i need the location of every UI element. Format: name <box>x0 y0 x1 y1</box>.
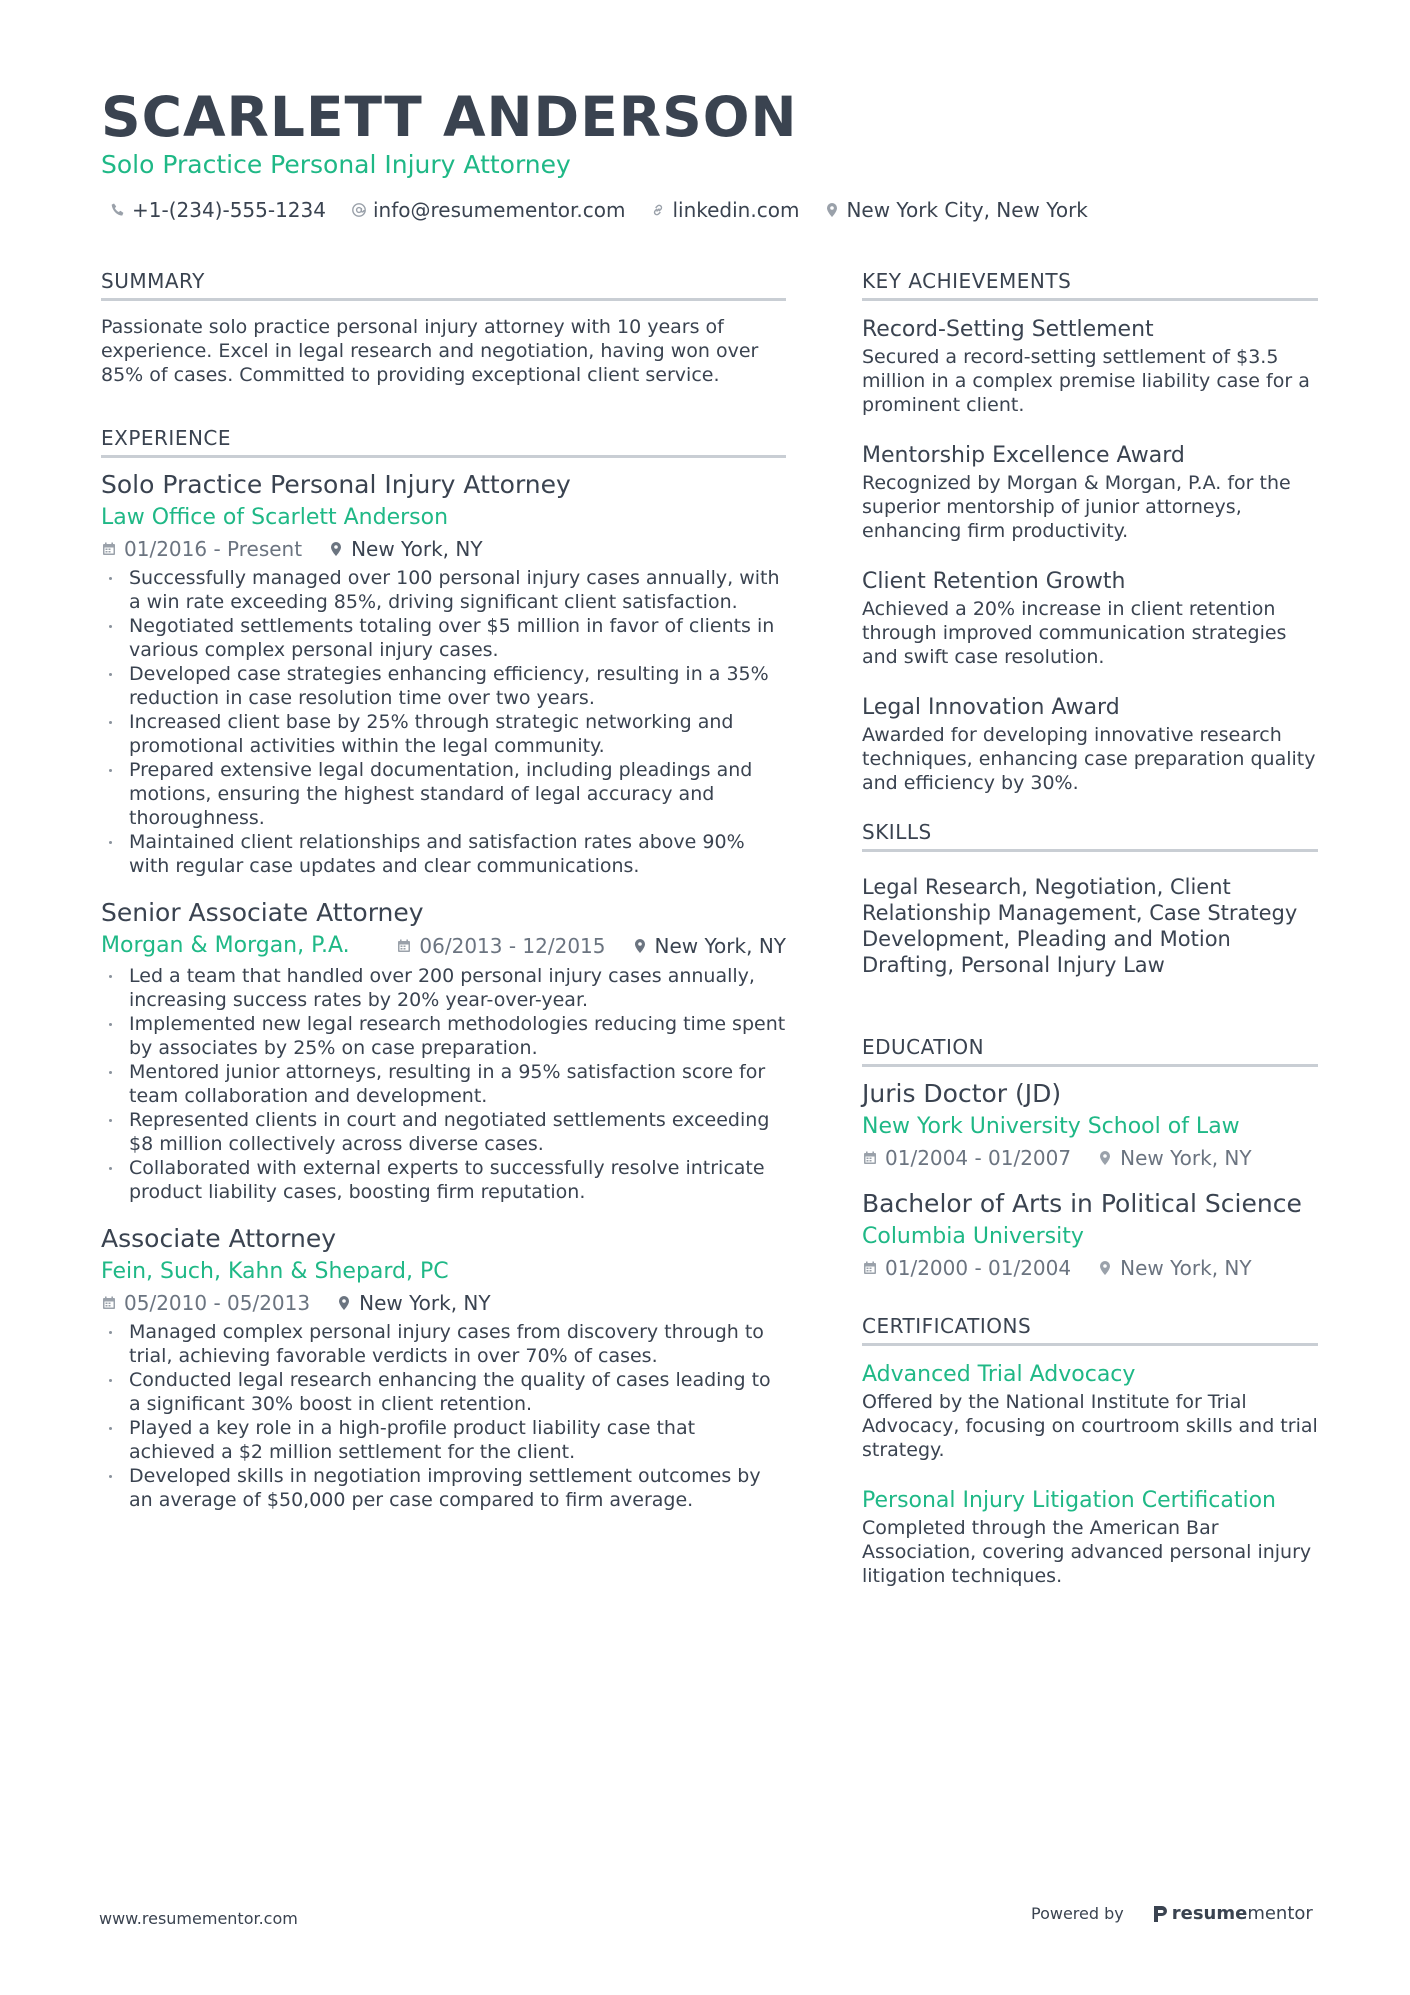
achievement-item <box>862 693 1318 795</box>
education-location <box>1097 1253 1251 1283</box>
contact-email-text: info@resumementor.com <box>372 198 626 222</box>
section-title-skills: SKILLS <box>862 819 1318 852</box>
job-entry <box>101 896 786 1204</box>
brand-name-bold: resume <box>1171 1903 1248 1924</box>
education-school: New York University School of Law <box>862 1114 1240 1139</box>
job-dates-text: 05/2010 - 05/2013 <box>124 1291 311 1315</box>
job-bullet: Led a team that handled over 200 personal injury cases annually, increasing success rates by 20% year-over-year. <box>101 964 786 1012</box>
achievement-desc: Awarded for developing innovative research techniques, enhancing case preparation quality and efficiency by 30%. <box>862 724 1316 794</box>
section-title-certifications: CERTIFICATIONS <box>862 1313 1318 1346</box>
achievement-item <box>862 315 1318 417</box>
education-item <box>862 1077 1318 1173</box>
education-location-text: New York, NY <box>1120 1256 1252 1280</box>
calendar-icon <box>862 1260 878 1276</box>
achievements-section <box>862 268 1318 795</box>
calendar-icon <box>101 541 117 557</box>
achievement-title: Record-Setting Settlement <box>862 317 1154 342</box>
job-bullets <box>101 1320 786 1512</box>
job-location-text: New York, NY <box>359 1291 491 1315</box>
section-title-summary: SUMMARY <box>101 268 786 301</box>
achievement-item <box>862 441 1318 543</box>
job-bullet: Increased client base by 25% through strategic networking and promotional activities within the legal community. <box>101 710 786 758</box>
job-location <box>632 931 786 961</box>
powered-by <box>1031 1903 1313 1924</box>
location-icon <box>328 541 344 557</box>
certification-title: Personal Injury Litigation Certification <box>862 1488 1277 1513</box>
education-item <box>862 1187 1318 1283</box>
achievement-title: Mentorship Excellence Award <box>862 443 1185 468</box>
contact-location <box>824 198 1087 222</box>
certifications-section <box>862 1313 1318 1588</box>
footer-url[interactable]: www.resumementor.com <box>99 1909 298 1928</box>
location-icon <box>1097 1260 1113 1276</box>
job-meta <box>396 931 786 961</box>
achievement-desc: Recognized by Morgan & Morgan, P.A. for the superior mentorship of junior attorneys, enhancing firm productivity. <box>862 472 1291 542</box>
candidate-role: Solo Practice Personal Injury Attorney <box>101 150 571 179</box>
location-icon <box>336 1295 352 1311</box>
skills-section <box>862 819 1318 978</box>
job-entry <box>101 1222 786 1512</box>
job-dates <box>396 931 605 961</box>
achievement-title: Client Retention Growth <box>862 569 1126 594</box>
candidate-name: SCARLETT ANDERSON <box>101 85 798 149</box>
job-bullet: Developed skills in negotiation improving settlement outcomes by an average of $50,000 per case compared to firm average. <box>101 1464 786 1512</box>
achievement-title: Legal Innovation Award <box>862 695 1120 720</box>
location-icon <box>632 938 648 954</box>
section-title-experience: EXPERIENCE <box>101 425 786 458</box>
contact-phone-text: +1-(234)-555-1234 <box>132 198 326 222</box>
certification-desc: Offered by the National Institute for Trial Advocacy, focusing on courtroom skills and trial strategy. <box>862 1391 1318 1461</box>
achievement-item <box>862 567 1318 669</box>
job-dates-text: 06/2013 - 12/2015 <box>419 934 606 958</box>
summary-text: Passionate solo practice personal injury attorney with 10 years of experience. Excel in legal research and negotiation, having won over 85% of cases. Committed to providing exceptional client service. <box>101 316 759 386</box>
powered-by-label: Powered by <box>1031 1904 1124 1923</box>
job-company: Law Office of Scarlett Anderson <box>101 505 449 530</box>
job-company: Morgan & Morgan, P.A. <box>101 933 350 958</box>
job-title: Solo Practice Personal Injury Attorney <box>101 470 571 499</box>
calendar-icon <box>862 1150 878 1166</box>
skills-text: Legal Research, Negotiation, Client Relationship Management, Case Strategy Development, Pleading and Motion Drafting, Personal Injury Law <box>862 875 1298 977</box>
contact-linkedin[interactable] <box>650 198 799 222</box>
summary-section <box>101 268 786 387</box>
link-icon <box>650 202 666 218</box>
achievement-desc: Achieved a 20% increase in client retention through improved communication strategies and swift case resolution. <box>862 598 1287 668</box>
job-bullet: Mentored junior attorneys, resulting in a 95% satisfaction score for team collaboration and development. <box>101 1060 786 1108</box>
job-location <box>336 1288 490 1318</box>
job-dates <box>101 534 302 564</box>
calendar-icon <box>101 1295 117 1311</box>
education-location-text: New York, NY <box>1120 1146 1252 1170</box>
job-bullets <box>101 964 786 1204</box>
right-column <box>862 268 1318 1612</box>
job-location <box>328 534 482 564</box>
calendar-icon <box>396 938 412 954</box>
education-dates <box>862 1253 1071 1283</box>
contact-email[interactable] <box>351 198 625 222</box>
contact-linkedin-text: linkedin.com <box>672 198 800 222</box>
at-icon <box>351 202 367 218</box>
education-dates-text: 01/2004 - 01/2007 <box>885 1146 1072 1170</box>
job-title: Associate Attorney <box>101 1224 337 1253</box>
education-section <box>862 1034 1318 1283</box>
job-bullet: Implemented new legal research methodologies reducing time spent by associates by 25% on case preparation. <box>101 1012 786 1060</box>
job-meta <box>101 534 786 564</box>
left-column <box>101 268 786 1530</box>
certification-title: Advanced Trial Advocacy <box>862 1362 1136 1387</box>
job-title: Senior Associate Attorney <box>101 898 424 927</box>
experience-section <box>101 425 786 1512</box>
brand-name-thin: mentor <box>1247 1903 1313 1924</box>
location-icon <box>824 202 840 218</box>
job-bullet: Prepared extensive legal documentation, including pleadings and motions, ensuring the highest standard of legal accuracy and thoroughness. <box>101 758 786 830</box>
brand-logo[interactable] <box>1152 1903 1313 1924</box>
job-bullet: Collaborated with external experts to successfully resolve intricate product liability cases, boosting firm reputation. <box>101 1156 786 1204</box>
contact-bar <box>110 198 1088 222</box>
job-location-text: New York, NY <box>351 537 483 561</box>
education-meta <box>862 1143 1318 1173</box>
education-school: Columbia University <box>862 1224 1084 1249</box>
contact-phone[interactable] <box>110 198 326 222</box>
job-bullet: Represented clients in court and negotiated settlements exceeding $8 million collectively across diverse cases. <box>101 1108 786 1156</box>
education-dates <box>862 1143 1071 1173</box>
job-bullet: Maintained client relationships and satisfaction rates above 90% with regular case updates and clear communications. <box>101 830 786 878</box>
brand-mark-icon <box>1152 1904 1168 1924</box>
job-bullet: Successfully managed over 100 personal injury cases annually, with a win rate exceeding 85%, driving significant client satisfaction. <box>101 566 786 614</box>
job-bullet: Conducted legal research enhancing the quality of cases leading to a significant 30% boost in client retention. <box>101 1368 786 1416</box>
job-dates <box>101 1288 310 1318</box>
certification-item <box>862 1360 1318 1462</box>
education-dates-text: 01/2000 - 01/2004 <box>885 1256 1072 1280</box>
job-company: Fein, Such, Kahn & Shepard, PC <box>101 1259 449 1284</box>
location-icon <box>1097 1150 1113 1166</box>
job-bullet: Managed complex personal injury cases from discovery through to trial, achieving favorable verdicts in over 70% of cases. <box>101 1320 786 1368</box>
job-bullets <box>101 566 786 878</box>
certification-desc: Completed through the American Bar Association, covering advanced personal injury litigation techniques. <box>862 1517 1312 1587</box>
job-location-text: New York, NY <box>654 934 786 958</box>
job-bullet: Negotiated settlements totaling over $5 million in favor of clients in various complex personal injury cases. <box>101 614 786 662</box>
section-title-education: EDUCATION <box>862 1034 1318 1067</box>
education-degree: Juris Doctor (JD) <box>862 1079 1062 1108</box>
education-meta <box>862 1253 1318 1283</box>
job-bullet: Developed case strategies enhancing efficiency, resulting in a 35% reduction in case resolution time over two years. <box>101 662 786 710</box>
job-company-row <box>101 930 786 962</box>
job-entry <box>101 468 786 878</box>
phone-icon <box>110 202 126 218</box>
job-meta <box>101 1288 786 1318</box>
certification-item <box>862 1486 1318 1588</box>
job-dates-text: 01/2016 - Present <box>124 537 303 561</box>
job-bullet: Played a key role in a high-profile product liability case that achieved a $2 million settlement for the client. <box>101 1416 786 1464</box>
achievement-desc: Secured a record-setting settlement of $3.5 million in a complex premise liability case for a prominent client. <box>862 346 1310 416</box>
section-title-achievements: KEY ACHIEVEMENTS <box>862 268 1318 301</box>
contact-location-text: New York City, New York <box>846 198 1088 222</box>
education-degree: Bachelor of Arts in Political Science <box>862 1189 1302 1218</box>
education-location <box>1097 1143 1251 1173</box>
